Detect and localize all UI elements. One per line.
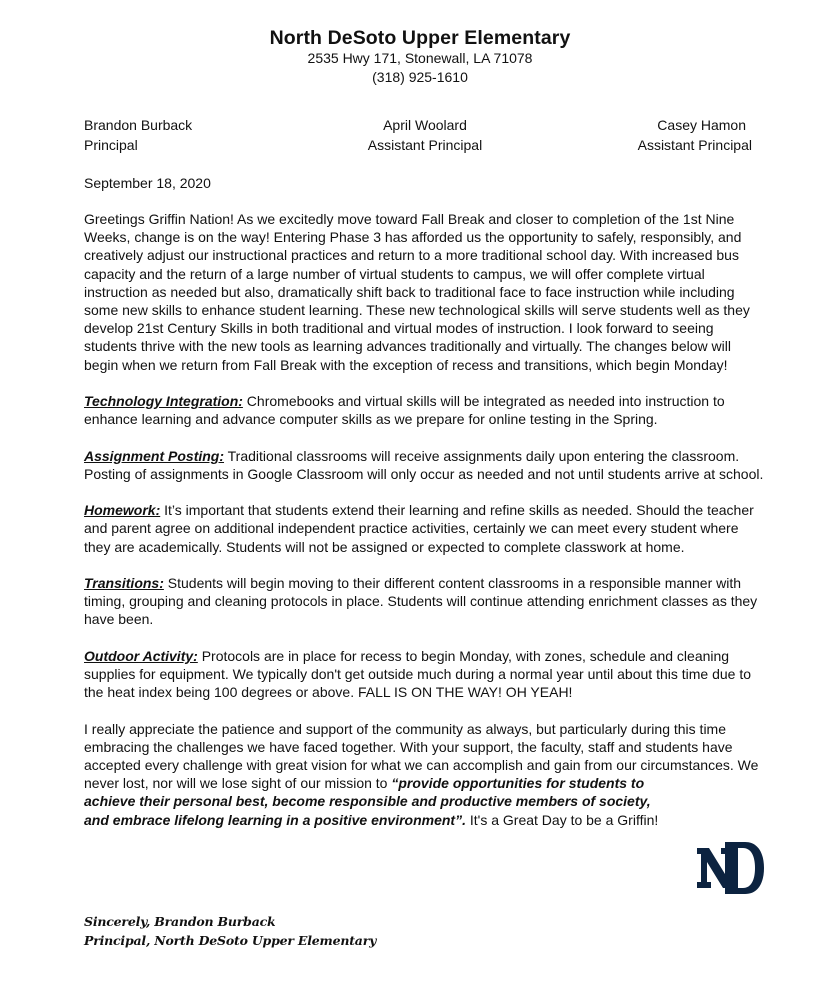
- intro-paragraph: Greetings Griffin Nation! As we excitedly move toward Fall Break and closer to completion of the 1st Nine Weeks, change is on the way! Entering Phase 3 has afforded us the opportunity to safely, responsibly, and creatively adjust our instructional practices and return to a more traditional school day. With increased bus capacity and the return of a large number of virtual students to campus, we will offer complete virtual instruction as needed but also, dramatically shift back to traditional face to face instruction while including some new skills to enhance student learning. These new technological skills will serve students well as they develop 21st Century Skills in both traditional and virtual modes of instruction. I look forward to seeing students thrive with the new tools as learning advances traditionally and virtually. The changes below will begin when we return from Fall Break with the exception of recess and transitions, which begin Monday!: [84, 211, 750, 373]
- closing-lead: I really appreciate the patience and support of the community as always, but particularly during this time embracing the challenges we have faced together. With your support, the faculty, staff and students have accepted every challenge with great vision for what we can accomplish and gain from our circumstances. We never lost, nor will we lose sight of our mission to: [84, 720, 759, 792]
- letterhead: [0, 27, 840, 87]
- section-text: It’s important that students extend their learning and refine skills as needed. Should the teacher and parent agree on additional independent practice activities, certainly we can meet every student where they are academically. Students will not be assigned or expected to complete classwork at home.: [84, 502, 754, 555]
- staff-title: Principal: [84, 137, 138, 153]
- letter-body: [84, 210, 764, 847]
- section-text: Chromebooks and virtual skills will be integrated as needed into instruction to enhance learning and advance computer skills as we prepare for online testing in the Spring.: [84, 393, 725, 428]
- closing-tail: It's a Great Day to be a Griffin!: [465, 811, 659, 828]
- closing-paragraph: [84, 720, 764, 829]
- section-assignment-posting: [84, 447, 764, 483]
- mission-line-1: “provide opportunities for students to: [391, 775, 645, 792]
- section-text: Protocols are in place for recess to begin Monday, with zones, schedule and cleaning supplies for equipment. We typically don't get outside much during a normal year until about this time due to the heat index being 100 degrees or above. FALL IS ON THE WAY! OH YEAH!: [84, 647, 752, 701]
- section-title: Homework:: [84, 502, 161, 519]
- school-phone: (318) 925-1610: [372, 69, 468, 85]
- section-text: Students will begin moving to their different content classrooms in a responsible manner with timing, grouping and cleaning protocols in place. Students will continue attending enrichment classes as they have been.: [84, 575, 758, 628]
- staff-name: Brandon Burback: [84, 117, 193, 133]
- staff-name: April Woolard: [383, 117, 467, 133]
- signature-line-2: Principal, North DeSoto Upper Elementary: [84, 933, 377, 948]
- mission-line-3: and embrace lifelong learning in a positive environment”.: [84, 811, 466, 828]
- signature: [84, 912, 376, 950]
- section-title: Transitions:: [84, 575, 164, 591]
- school-name: North DeSoto Upper Elementary: [269, 27, 571, 49]
- section-title: Outdoor Activity:: [84, 647, 198, 664]
- section-outdoor-activity: [84, 647, 764, 702]
- staff-title: Assistant Principal: [637, 137, 752, 153]
- section-technology-integration: [84, 392, 764, 428]
- staff-title: Assistant Principal: [367, 137, 483, 153]
- section-title: Assignment Posting:: [84, 447, 225, 464]
- notre-dame-nd-logo-icon: [695, 840, 765, 896]
- section-homework: [84, 501, 764, 556]
- letter-date: September 18, 2020: [84, 175, 211, 191]
- staff-name: Casey Hamon: [657, 117, 746, 133]
- school-address: 2535 Hwy 171, Stonewall, LA 71078: [307, 50, 533, 66]
- logo-glyph: [697, 842, 764, 894]
- section-transitions: [84, 574, 764, 629]
- section-text: Traditional classrooms will receive assignments daily upon entering the classroom. Posting of assignments in Google Classroom will only occur as needed and not until students arrive at school.: [84, 447, 764, 482]
- mission-line-2: achieve their personal best, become responsible and productive members of society,: [84, 793, 651, 810]
- staff-assistant-principal-2: [638, 115, 752, 155]
- section-title: Technology Integration:: [84, 393, 243, 410]
- signature-line-1: Sincerely, Brandon Burback: [84, 914, 276, 929]
